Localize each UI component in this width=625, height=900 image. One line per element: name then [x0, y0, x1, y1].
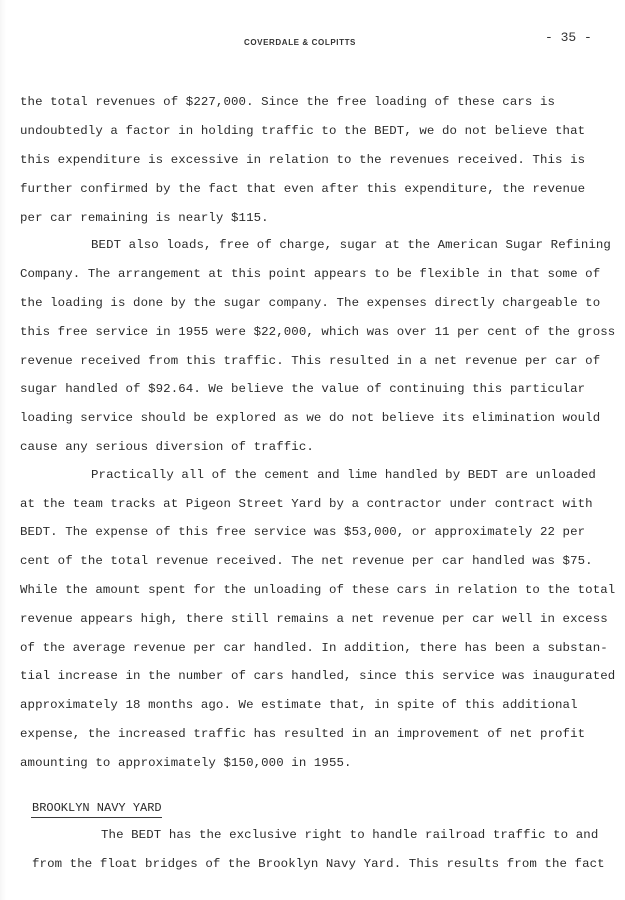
body-line: cause any serious diversion of traffic. — [20, 440, 314, 454]
body-line: Company. The arrangement at this point appears to be flexible in that some of — [20, 267, 601, 281]
body-line: amounting to approximately $150,000 in 1955. — [20, 756, 352, 770]
scan-edge-shade — [0, 0, 6, 900]
body-line: Practically all of the cement and lime handled by BEDT are unloaded — [91, 468, 596, 482]
body-line: the total revenues of $227,000. Since the free loading of these cars is — [20, 95, 556, 109]
body-line: at the team tracks at Pigeon Street Yard by a contractor under contract with — [20, 497, 593, 511]
body-line: the loading is done by the sugar company. The expenses directly chargeable to — [20, 296, 601, 310]
heading-underline — [31, 817, 162, 818]
body-line: cent of the total revenue received. The net revenue per car handled was $75. — [20, 554, 593, 568]
body-line: sugar handled of $92.64. We believe the value of continuing this particular — [20, 382, 586, 396]
body-line: tial increase in the number of cars handled, since this service was inaugurated — [20, 669, 616, 683]
section-heading: BROOKLYN NAVY YARD — [32, 801, 162, 815]
body-line: revenue appears high, there still remains a net revenue per car well in excess — [20, 612, 608, 626]
body-line: revenue received from this traffic. This resulted in a net revenue per car of — [20, 354, 601, 368]
body-line: further confirmed by the fact that even after this expenditure, the revenue — [20, 182, 586, 196]
body-line: expense, the increased traffic has resulted in an improvement of net profit — [20, 727, 586, 741]
body-line: undoubtedly a factor in holding traffic to the BEDT, we do not believe that — [20, 124, 586, 138]
body-line: per car remaining is nearly $115. — [20, 211, 269, 225]
body-line: BEDT also loads, free of charge, sugar at the American Sugar Refining — [91, 238, 611, 252]
body-line: loading service should be explored as we do not believe its elimination would — [20, 411, 601, 425]
letterhead-firm-name: COVERDALE & COLPITTS — [243, 38, 356, 47]
body-line: BEDT. The expense of this free service was $53,000, or approximately 22 per — [20, 525, 586, 539]
body-line: While the amount spent for the unloading of these cars in relation to the total — [20, 583, 616, 597]
page-number: - 35 - — [545, 30, 592, 45]
body-line: of the average revenue per car handled. In addition, there has been a substan- — [20, 641, 608, 655]
body-line: The BEDT has the exclusive right to handle railroad traffic to and — [101, 828, 599, 842]
body-line: this expenditure is excessive in relation to the revenues received. This is — [20, 153, 586, 167]
body-line: this free service in 1955 were $22,000, which was over 11 per cent of the gross — [20, 325, 616, 339]
body-line: from the float bridges of the Brooklyn Navy Yard. This results from the fact — [32, 857, 605, 871]
body-line: approximately 18 months ago. We estimate that, in spite of this additional — [20, 698, 578, 712]
